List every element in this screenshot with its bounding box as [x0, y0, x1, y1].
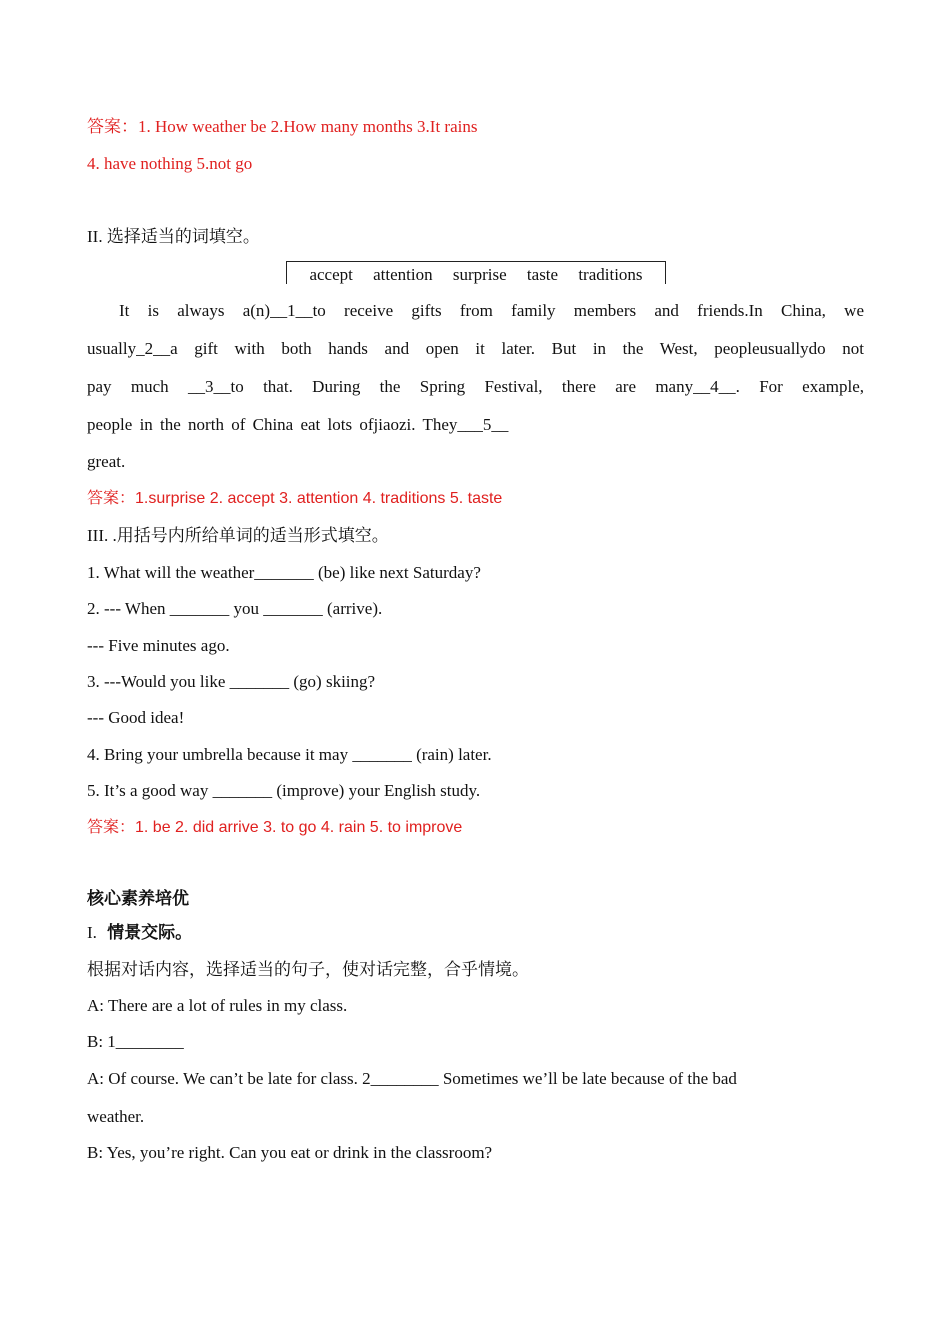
answer-line-1: 答案：1. How weather be 2.How many months 3.It rains	[87, 117, 478, 136]
word-bank-item: attention	[373, 265, 433, 284]
passage-line: people in the north of China eat lots ofjiaozi. They___5__	[87, 415, 509, 434]
exercise-line: 1. What will the weather_______ (be) like next Saturday?	[87, 563, 481, 582]
exercise-line: 4. Bring your umbrella because it may _______ (rain) later.	[87, 745, 492, 764]
word-bank-item: traditions	[578, 265, 643, 284]
answer-line-2: 4. have nothing 5.not go	[87, 154, 253, 173]
core-sub-number: I.	[87, 923, 97, 942]
passage-line: It is always a(n)__1__to receive gifts from family members and friends.In China, we	[119, 301, 864, 320]
exercise-line: --- Five minutes ago.	[87, 636, 230, 655]
exercise-line: 5. It’s a good way _______ (improve) your English study.	[87, 781, 481, 800]
core-instruction: 根据对话内容，选择适当的句子，使对话完整，合乎情境。	[87, 960, 529, 979]
word-bank-box	[286, 261, 666, 284]
core-title: 核心素养培优	[87, 889, 189, 908]
exercise-line: 2. --- When _______ you _______ (arrive).	[87, 599, 383, 618]
exercise-line: --- Good idea!	[87, 708, 185, 727]
dialog-line: B: 1________	[87, 1032, 184, 1051]
section2-answer: 答案：1.surprise 2. accept 3. attention 4. traditions 5. taste	[87, 490, 503, 507]
section3-heading: III. .用括号内所给单词的适当形式填空。	[87, 526, 389, 545]
section2-heading: II. 选择适当的词填空。	[87, 227, 260, 246]
word-bank-item: taste	[526, 265, 559, 284]
dialog-line: B: Yes, you’re right. Can you eat or drink in the classroom?	[87, 1143, 493, 1162]
passage-line: pay much __3__to that. During the Spring Festival, there are many__4__. For example,	[87, 377, 864, 396]
exercise-line: 3. ---Would you like _______ (go) skiing?	[87, 672, 376, 691]
core-subheading	[87, 922, 192, 944]
section3-answer: 答案：1. be 2. did arrive 3. to go 4. rain 5. to improve	[87, 819, 463, 836]
core-sub-title: 情景交际。	[107, 923, 193, 942]
dialog-line: weather.	[87, 1107, 145, 1126]
passage-line: great.	[87, 452, 126, 471]
dialog-line: A: There are a lot of rules in my class.	[87, 996, 348, 1015]
word-bank-item: surprise	[452, 265, 507, 284]
dialog-line: A: Of course. We can’t be late for class. 2________ Sometimes we’ll be late because of the bad	[87, 1069, 737, 1088]
word-bank-item: accept	[309, 265, 353, 284]
passage-line: usually_2__a gift with both hands and open it later. But in the West, peopleusuallydo not	[87, 339, 864, 358]
